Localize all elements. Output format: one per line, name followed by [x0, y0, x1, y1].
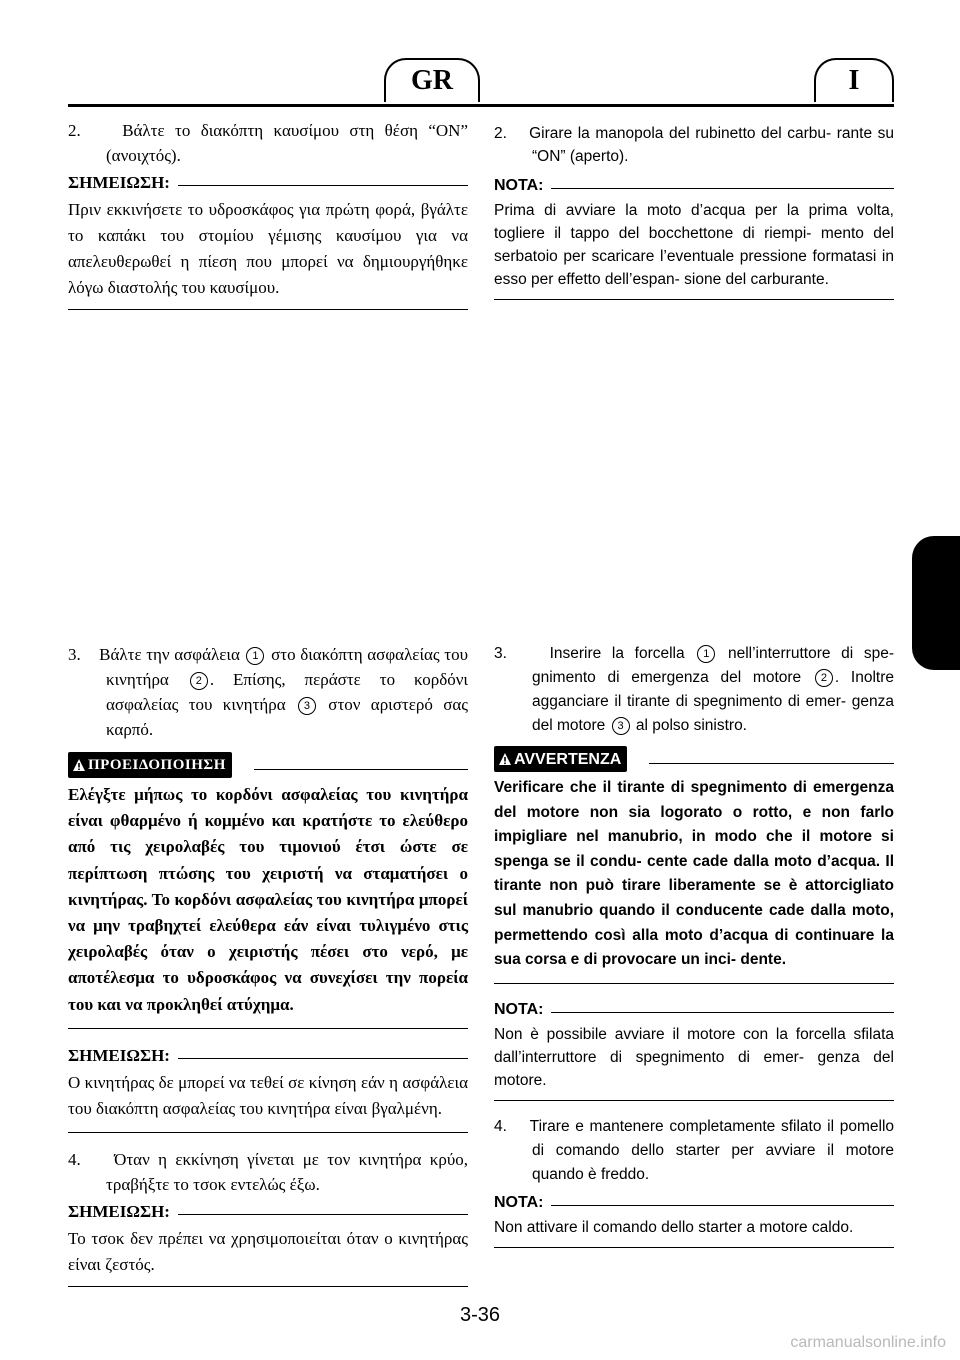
note-rule — [551, 1205, 894, 1206]
step-text: Όταν η εκκίνηση γίνεται με τον κινητήρα κρύο, τραβήξτε το τσοκ εντελώς έξω. — [106, 1149, 469, 1194]
step-text: Βάλτε το διακόπτη καυσίμου στη θέση “ΟΝ” (ανοιχτός). — [106, 121, 468, 165]
greek-note-text: Πριν εκκινήσετε το υδροσκάφος για πρώτη φορά, βγάλτε το καπάκι του στομίου γέμισης καυσίμου για να απελευθερωθεί η πίεση που μπορεί να δημιουργήθηκε λόγω διαστολής του καυσίμου. — [68, 200, 468, 297]
language-tab-greek — [384, 58, 480, 102]
greek-note2-heading — [68, 1199, 468, 1224]
italian-note1-heading — [494, 998, 894, 1021]
step-text: Girare la manopola del rubinetto del carbu- rante su “ON” (aperto). — [529, 125, 894, 165]
language-tab-italian — [814, 58, 894, 102]
language-tab-italian-label: I — [848, 65, 860, 96]
greek-note1-heading — [68, 1043, 468, 1068]
warning-label: ΠΡΟΕΙΔΟΠΟΙΗΣΗ — [88, 756, 226, 773]
greek-step-2 — [68, 118, 468, 168]
greek-top-section — [68, 118, 468, 324]
step-number: 4. — [68, 1149, 81, 1169]
warning-rule — [649, 763, 894, 764]
note-end-rule — [494, 299, 894, 300]
greek-step-3 — [68, 642, 468, 742]
greek-note1-text: Ο κινητήρας δε μπορεί να τεθεί σε κίνηση εάν η ασφάλεια του διακόπτη ασφαλείας του κινητήρα είναι βγαλμένη. — [68, 1072, 468, 1118]
page-number: 3-36 — [459, 1304, 501, 1326]
note-rule — [551, 188, 894, 189]
step-text: nell’interruttore di spe- gnimento di emergenza del motore — [532, 645, 895, 686]
note-end-rule — [68, 1286, 468, 1287]
note-end-rule — [494, 1247, 894, 1248]
step-text: . Inoltre agganciare il tirante di spegnimento di emer- genza del motore — [532, 669, 894, 734]
note-end-rule — [68, 1132, 468, 1133]
note-label: ΣΗΜΕΙΩΣΗ: — [68, 1045, 170, 1065]
italian-warning-text: Verificare che il tirante di spegnimento di emergenza del motore non sia logorato o rotto, e non farlo impigliare nel manubrio, in modo che il motore si spenga se il condu- cente cade dalla moto d’acqua. Il tirante non può tirare liberamente se è attorcigliato sul manubrio quando il conducente cade dalla moto, permettendo così alla moto d’acqua di continuare la sua corsa e di provocare un inci- dente. — [494, 779, 894, 969]
note-rule — [551, 1012, 894, 1013]
italian-warning-heading — [494, 746, 894, 772]
step-text: al polso sinistro. — [635, 717, 747, 734]
callout-2: 2 — [190, 672, 208, 690]
italian-note-heading — [494, 174, 894, 197]
greek-note-heading — [68, 170, 468, 195]
warning-triangle-icon — [498, 752, 512, 766]
italian-step-3 — [494, 642, 894, 738]
greek-note2-text: Το τσοκ δεν πρέπει να χρησιμοποιείται όταν ο κινητήρας είναι ζεστός. — [68, 1228, 468, 1274]
language-tab-greek-label: GR — [411, 65, 453, 96]
warning-label: AVVERTENZA — [514, 750, 622, 768]
callout-2: 2 — [815, 669, 833, 687]
callout-3: 3 — [612, 717, 630, 735]
greek-warning-heading — [68, 752, 468, 778]
step-number: 2. — [494, 125, 507, 142]
note-rule — [178, 185, 468, 186]
note-label: NOTA: — [494, 177, 544, 194]
warning-end-rule — [68, 1028, 468, 1029]
header-rule — [68, 104, 894, 107]
step-number: 3. — [494, 645, 507, 662]
italian-note2-heading — [494, 1191, 894, 1214]
italian-note2-text: Non attivare il comando dello starter a motore caldo. — [494, 1218, 854, 1236]
warning-rule — [254, 769, 468, 770]
note-label: NOTA: — [494, 1000, 544, 1018]
note-end-rule — [494, 1100, 894, 1101]
warning-end-rule — [494, 983, 894, 984]
callout-1: 1 — [246, 647, 264, 665]
watermark: carmanualsonline.info — [790, 1334, 946, 1351]
callout-1: 1 — [697, 645, 715, 663]
step-text: Inserire la forcella — [549, 645, 685, 662]
note-label: ΣΗΜΕΙΩΣΗ: — [68, 173, 170, 192]
italian-top-section — [494, 122, 894, 314]
italian-note1-text: Non è possibile avviare il motore con la forcella sfilata dall’interruttore di spegnimento di emer- genza del motore. — [494, 1025, 894, 1089]
step-text: στον αριστερό σας καρπό. — [106, 695, 468, 739]
warning-triangle-icon — [72, 758, 86, 772]
step-text: Βάλτε την ασφάλεια — [99, 645, 240, 664]
step-number: 2. — [68, 121, 81, 140]
chapter-thumb-tab — [912, 536, 960, 670]
note-label: NOTA: — [494, 1193, 544, 1211]
step-number: 3. — [68, 645, 81, 664]
step-text: . Επίσης, περάστε το κορδόνι ασφαλείας του κινητήρα — [106, 670, 469, 714]
italian-step-4 — [494, 1115, 894, 1187]
warning-badge — [494, 746, 627, 772]
italian-step-2 — [494, 122, 894, 168]
warning-badge — [68, 752, 232, 778]
note-label: ΣΗΜΕΙΩΣΗ: — [68, 1201, 170, 1221]
note-rule — [178, 1058, 468, 1059]
callout-3: 3 — [298, 697, 316, 715]
note-end-rule — [68, 309, 468, 310]
step-text: Tirare e mantenere completamente sfilato il pomello di comando dello starter per avviare il motore quando è freddo. — [529, 1117, 895, 1183]
note-rule — [178, 1214, 468, 1215]
step-text: στο διακόπτη ασφαλείας του κινητήρα — [106, 645, 469, 689]
greek-bottom-section — [68, 642, 468, 1301]
greek-warning-text: Ελέγξτε μήπως το κορδόνι ασφαλείας του κινητήρα είναι φθαρμένο ή κομμένο και κρατήστε το ελεύθερο από τις χειρολαβές του τιμονιού έτσι ώστε σε περίπτωση πτώσης του χειριστή να σταματήσει ο κινητήρας. Το κορδόνι ασφαλείας του κινητήρα μπορεί να μην τραβηχτεί ελεύθερα εάν είναι τυλιγμένο στις χειρολαβές όταν ο χειριστής πέσει στο νερό, με αποτέλεσμα το υδροσκάφος να συνεχίσει την πορεία του και να προκληθεί ατύχημα. — [68, 785, 468, 1014]
step-number: 4. — [494, 1117, 507, 1135]
greek-step-4 — [68, 1147, 468, 1197]
italian-bottom-section — [494, 642, 894, 1262]
italian-note-text: Prima di avviare la moto d’acqua per la prima volta, togliere il tappo del bocchettone di riempi- mento del serbatoio per scaricare l’eventuale pressione formatasi in esso per effetto dell’espan- sione del carburante. — [494, 202, 894, 288]
